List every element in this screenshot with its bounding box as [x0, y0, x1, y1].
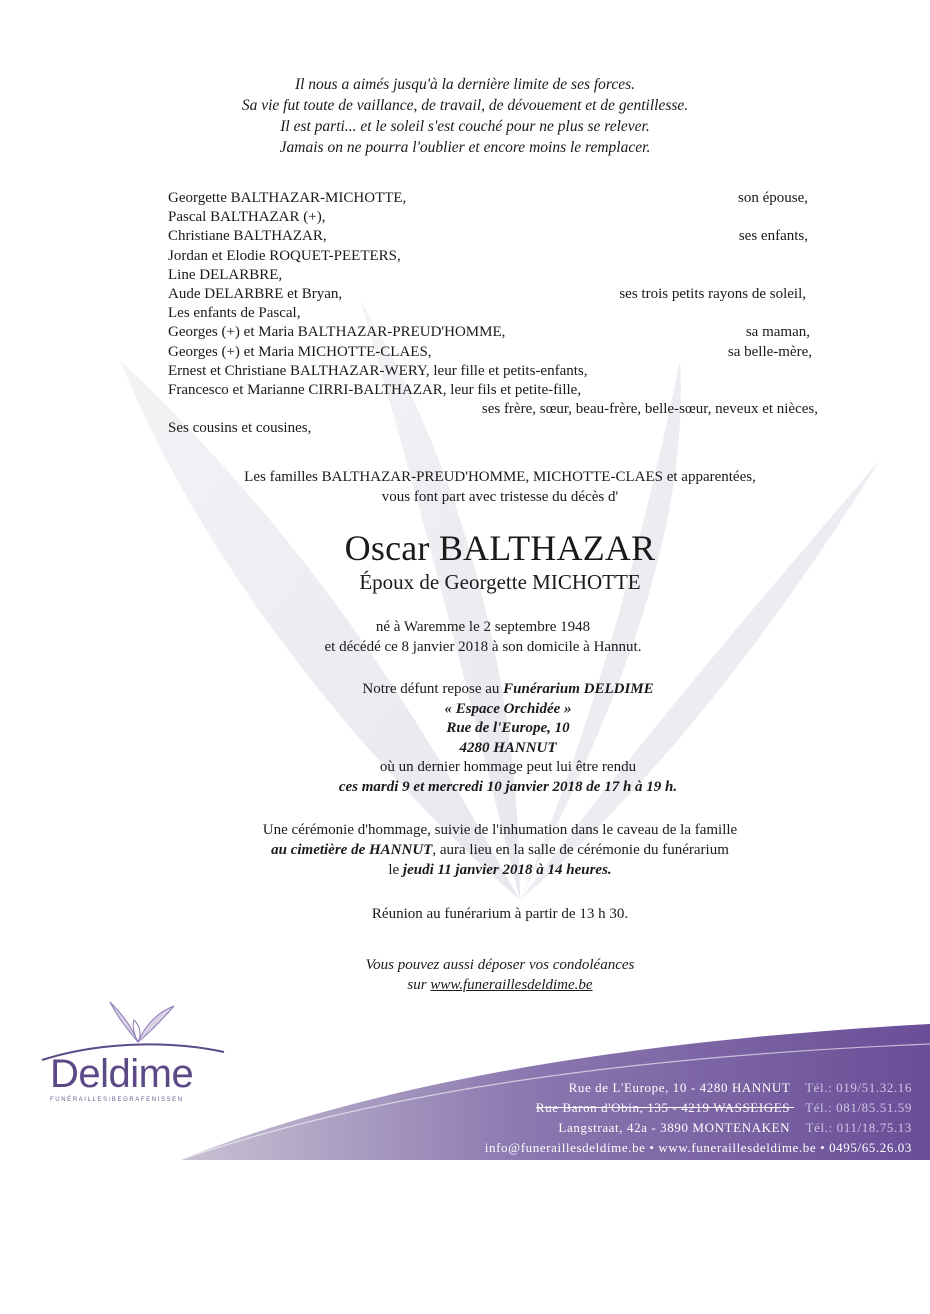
cemetery-place: au cimetière de HANNUT	[271, 842, 433, 858]
contact-tel: Tél.: 011/18.75.13	[805, 1120, 912, 1135]
announcement-line: Les familles BALTHAZAR-PREUD'HOMME, MICHOTTE-CLAES et apparentées,	[244, 469, 756, 485]
ceremony-info	[0, 820, 930, 880]
family-name: Georges (+) et Maria MICHOTTE-CLAES,	[168, 343, 432, 360]
family-name: Line DELARBRE,	[168, 266, 283, 283]
family-row	[168, 343, 818, 362]
repose-info	[0, 680, 930, 797]
family-row	[168, 419, 818, 438]
contact-block	[440, 1078, 912, 1158]
family-relation: son épouse,	[738, 190, 808, 206]
announcement-line: vous font part avec tristesse du décès d'	[381, 489, 619, 505]
poem-line: Jamais on ne pourra l'oublier et encore moins le remplacer.	[279, 139, 651, 156]
street-address: Rue de l'Europe, 10	[446, 720, 570, 736]
condolences-sur: sur	[407, 977, 427, 993]
ceremony-line-3	[0, 860, 930, 880]
reunion-info: Réunion au funérarium à partir de 13 h 30.	[371, 906, 629, 922]
family-name: Jordan et Elodie ROQUET-PEETERS,	[168, 247, 401, 264]
family-row	[168, 266, 818, 285]
family-row	[168, 362, 818, 381]
poem-line: Il nous a aimés jusqu'à la dernière limite de ses forces.	[294, 76, 636, 93]
deceased-name: Oscar BALTHAZAR	[344, 528, 656, 568]
family-row	[168, 400, 818, 419]
contact-line	[440, 1078, 912, 1098]
repose-line	[0, 680, 930, 700]
family-relation: ses frère, sœur, beau-frère, belle-sœur, neveux et nièces,	[481, 401, 818, 418]
family-name: Ernest et Christiane BALTHAZAR-WERY, leur fille et petits-enfants,	[168, 362, 588, 379]
funerarium-name: Funérarium DELDIME	[503, 681, 654, 697]
birth-death-info	[0, 617, 930, 657]
deceased-block	[0, 527, 930, 595]
family-row	[168, 323, 818, 342]
family-row	[168, 247, 818, 266]
poem-line: Il est parti... et le soleil s'est couché pour ne plus se relever.	[280, 118, 650, 135]
family-row	[168, 227, 818, 246]
family-row	[168, 189, 818, 208]
family-relation: sa belle-mère,	[727, 343, 812, 360]
family-name: Aude DELARBRE et Bryan,	[168, 285, 343, 302]
logo-subtitle: FUNÉRAILLES/BEGRAFENISSEN	[50, 1097, 184, 1103]
visiting-dates: ces mardi 9 et mercredi 10 janvier 2018 de 17 h à 19 h.	[338, 778, 678, 795]
family-name: Pascal BALTHAZAR (+),	[168, 209, 326, 226]
condolences-link-line	[0, 975, 930, 995]
poem-line: Sa vie fut toute de vaillance, de travail, de dévouement et de gentillesse.	[241, 97, 689, 114]
contact-line-struck	[440, 1098, 912, 1118]
family-row	[168, 208, 818, 227]
family-row	[168, 285, 818, 304]
death-line: et décédé ce 8 janvier 2018 à son domicile à Hannut.	[324, 639, 642, 655]
family-relation: ses enfants,	[738, 228, 808, 245]
family-name: Francesco et Marianne CIRRI-BALTHAZAR, leur fils et petite-fille,	[168, 381, 582, 398]
contact-address: Langstraat, 42a - 3890 MONTENAKEN	[558, 1120, 791, 1135]
family-name: Les enfants de Pascal,	[168, 305, 301, 322]
family-name: Georges (+) et Maria BALTHAZAR-PREUD'HOMME,	[168, 324, 506, 341]
condolences-link[interactable]: www.funeraillesdeldime.be	[430, 977, 593, 993]
family-list	[168, 189, 818, 438]
condolences	[0, 955, 930, 995]
family-relation: ses trois petits rayons de soleil,	[619, 285, 806, 302]
contact-footer: info@funeraillesdeldime.be • www.funeraillesdeldime.be • 0495/65.26.03	[484, 1140, 912, 1155]
space-name: « Espace Orchidée »	[444, 700, 572, 717]
contact-tel: Tél.: 019/51.32.16	[805, 1080, 912, 1095]
contact-tel: Tél.: 081/85.51.59	[805, 1100, 912, 1115]
family-name: Ses cousins et cousines,	[168, 420, 312, 437]
ceremony-le: le	[388, 862, 400, 878]
family-relation: sa maman,	[745, 324, 810, 341]
hommage-line: où un dernier hommage peut lui être rendu	[379, 759, 637, 775]
poem	[0, 74, 930, 158]
repose-intro: Notre défunt repose au	[362, 681, 500, 697]
family-row	[168, 381, 818, 400]
deceased-spouse: Époux de Georgette MICHOTTE	[359, 570, 641, 594]
ceremony-line-2	[0, 840, 930, 860]
family-name: Christiane BALTHAZAR,	[168, 228, 327, 245]
contact-address: Rue Baron d'Obin, 135 - 4219 WASSEIGES	[535, 1100, 791, 1115]
city-address: 4280 HANNUT	[459, 739, 557, 756]
logo-name: Deldime	[50, 1052, 194, 1096]
contact-line	[440, 1118, 912, 1138]
birth-line: né à Waremme le 2 septembre 1948	[375, 619, 591, 635]
condolences-line: Vous pouvez aussi déposer vos condoléances	[365, 957, 635, 973]
family-name: Georgette BALTHAZAR-MICHOTTE,	[168, 190, 407, 206]
ceremony-line-1: Une cérémonie d'hommage, suivie de l'inhumation dans le caveau de la famille	[262, 822, 738, 838]
announcement	[0, 467, 930, 507]
contact-address: Rue de L'Europe, 10 - 4280 HANNUT	[568, 1080, 791, 1095]
family-row	[168, 304, 818, 323]
ceremony-date: jeudi 11 janvier 2018 à 14 heures.	[402, 862, 612, 878]
ceremony-location: , aura lieu en la salle de cérémonie du funérarium	[432, 842, 729, 858]
